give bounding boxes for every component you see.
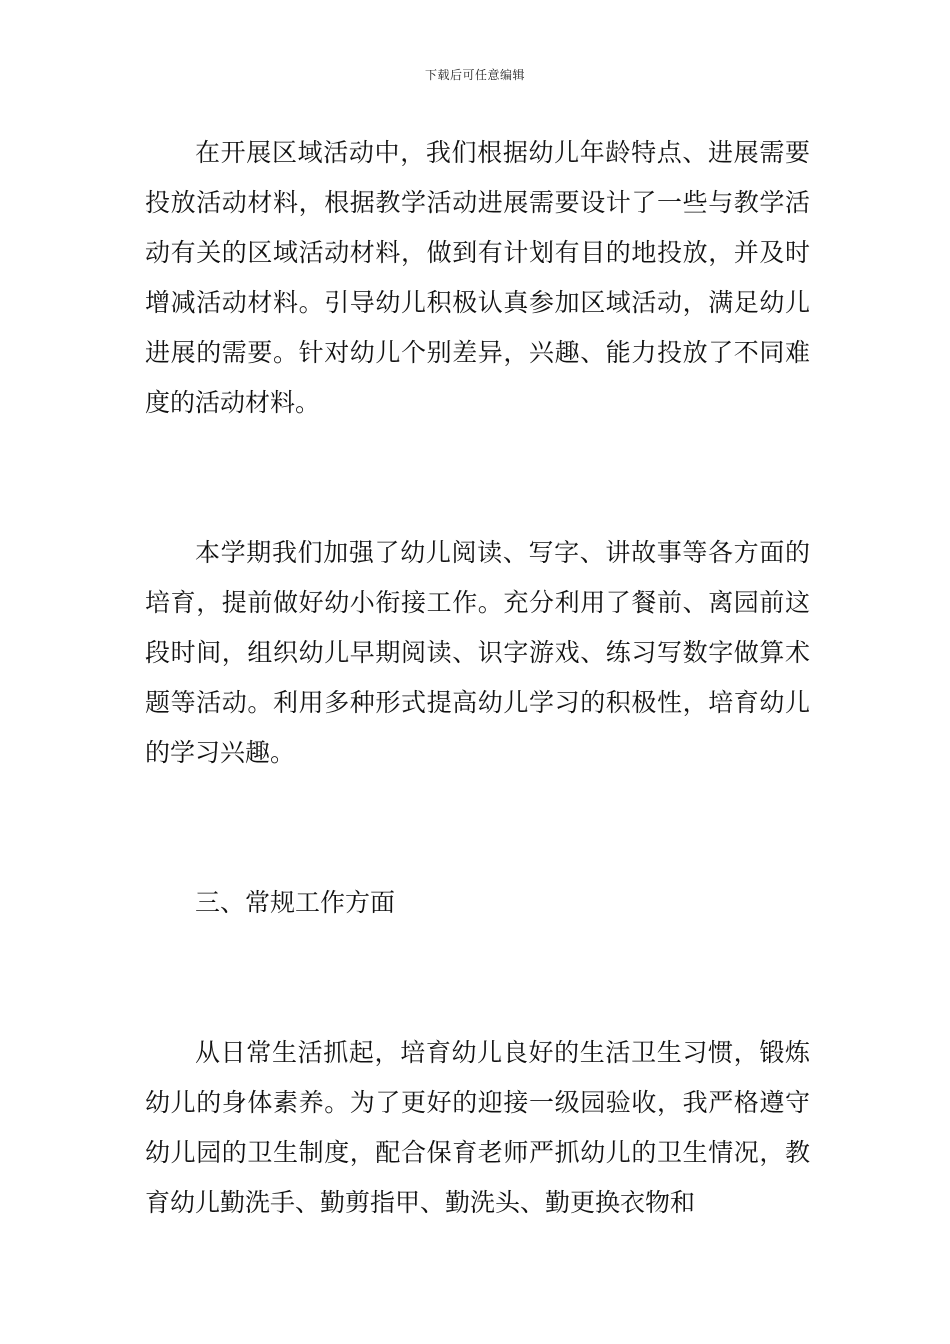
paragraph-area-activities: 在开展区域活动中，我们根据幼儿年龄特点、进展需要投放活动材料，根据教学活动进展需要设计了一些与教学活动有关的区域活动材料，做到有计划有目的地投放，并及时增减活动材料。引导幼儿积极认真参加区域活动，满足幼儿进展的需要。针对幼儿个别差异，兴趣、能力投放了不同难度的活动材料。 <box>145 138 810 417</box>
paragraph-daily-routine: 从日常生活抓起，培育幼儿良好的生活卫生习惯，锻炼幼儿的身体素养。为了更好的迎接一级园验收，我严格遵守幼儿园的卫生制度，配合保育老师严抓幼儿的卫生情况，教育幼儿勤洗手、勤剪指甲、勤洗头、勤更换衣物和 <box>145 1038 810 1217</box>
paragraph-spacer <box>145 928 810 1028</box>
section-heading: 三、常规工作方面 <box>195 888 396 917</box>
header-note: 下载后可任意编辑 <box>424 68 525 82</box>
paragraph-spacer <box>145 778 810 878</box>
paragraph-reading-writing: 本学期我们加强了幼儿阅读、写字、讲故事等各方面的培育，提前做好幼小衔接工作。充分利用了餐前、离园前这段时间，组织幼儿早期阅读、识字游戏、练习写数字做算术题等活动。利用多种形式提高幼儿学习的积极性，培育幼儿的学习兴趣。 <box>145 538 810 767</box>
document-body <box>145 128 810 1228</box>
paragraph-spacer <box>145 428 810 528</box>
